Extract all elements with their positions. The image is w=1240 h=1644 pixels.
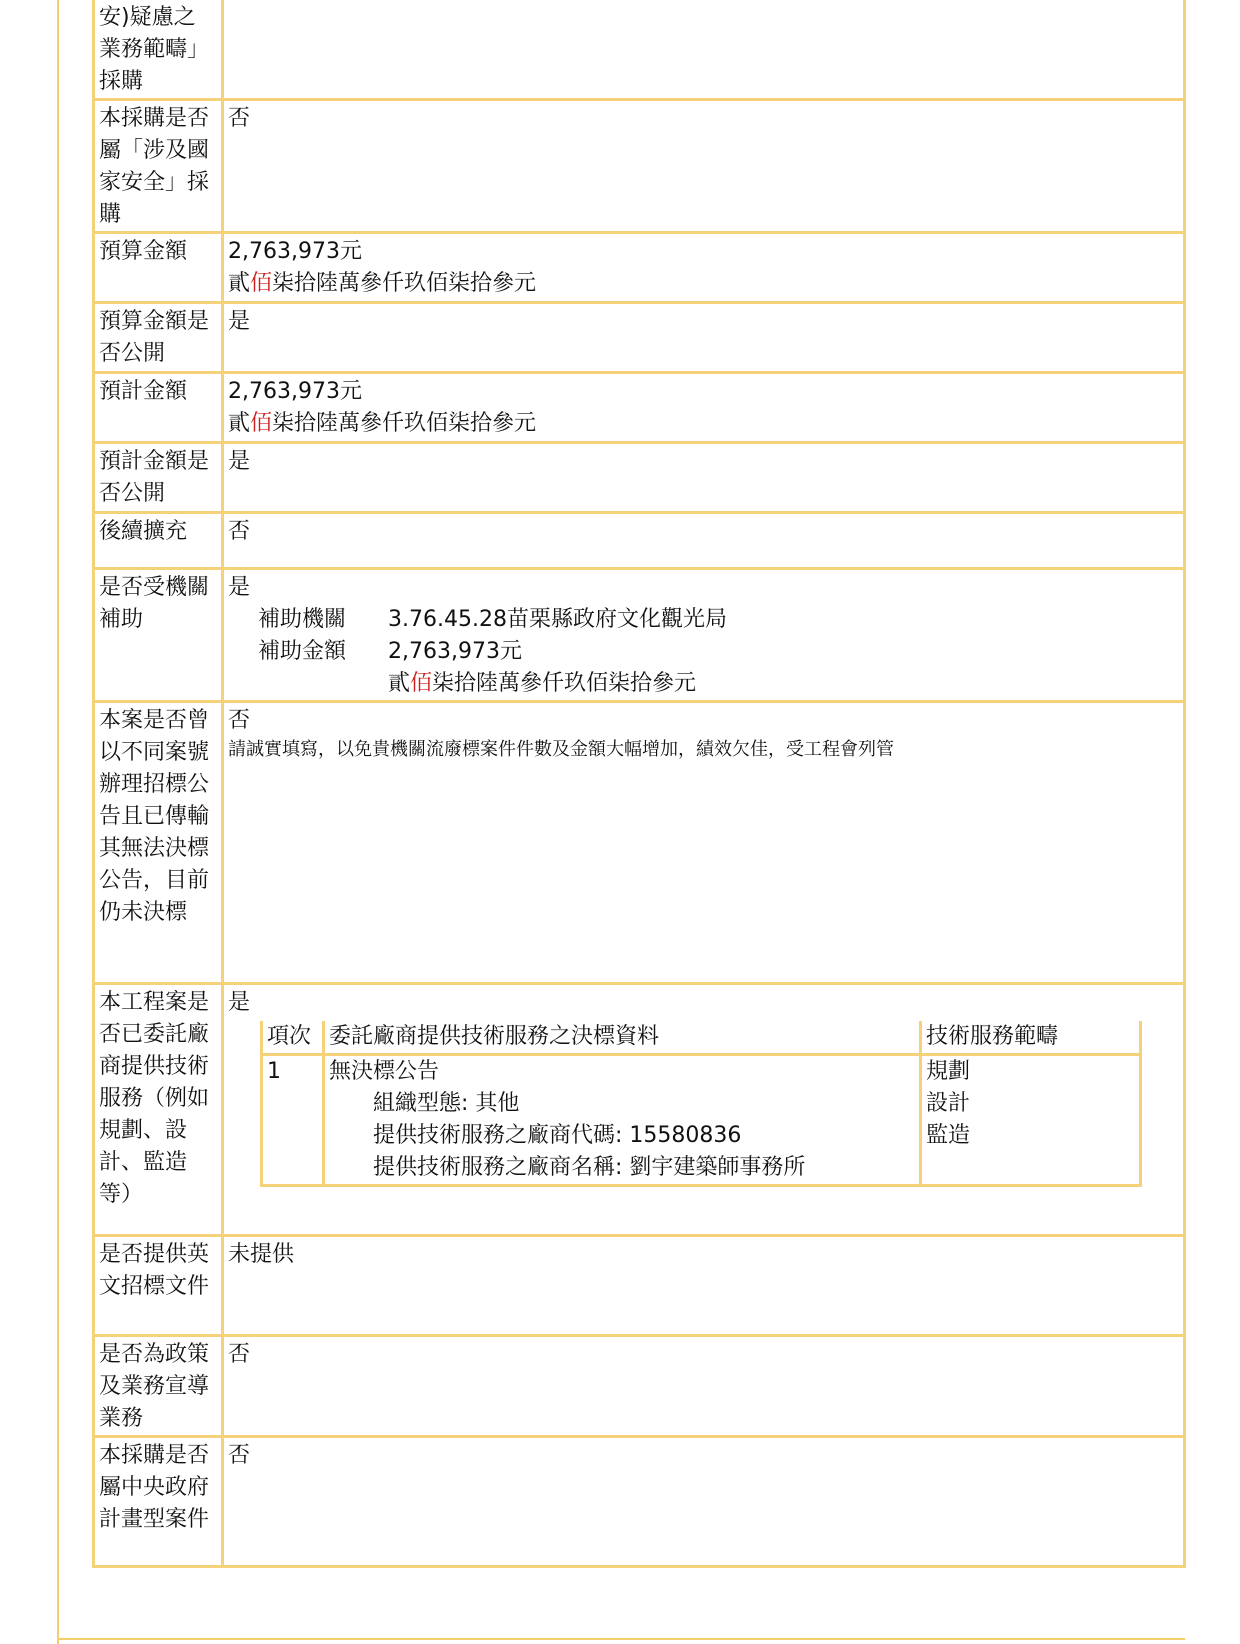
table-row	[94, 0, 1185, 100]
row-label: 本採購是否屬中央政府計畫型案件	[94, 1437, 223, 1567]
row-label: 是否受機關補助	[94, 569, 223, 702]
tender-info-table	[92, 0, 1186, 1568]
service-scope	[921, 1055, 1141, 1186]
table-row	[94, 373, 1185, 443]
estimated-amount: 2,763,973元	[228, 379, 362, 404]
subsidy-amount	[228, 636, 1179, 668]
subsidy-amount-value: 2,763,973元	[388, 639, 522, 664]
row-label: 後續擴充	[94, 513, 223, 569]
row-value: 是	[228, 990, 251, 1015]
row-value: 是	[223, 303, 1185, 373]
vendor-name: 提供技術服務之廠商名稱: 劉宇建築師事務所	[373, 1155, 806, 1180]
scope-item: 設計	[926, 1091, 971, 1116]
estimated-amount-words	[228, 408, 1179, 440]
vendor-code: 提供技術服務之廠商代碼: 15580836	[373, 1123, 742, 1148]
row-value: 否	[223, 1437, 1185, 1567]
table-row	[94, 1236, 1185, 1336]
budget-amount-words	[228, 268, 1179, 300]
row-label: 預計金額	[94, 373, 223, 443]
subsidy-agency-value: 3.76.45.28苗栗縣政府文化觀光局	[388, 607, 727, 632]
scope-item: 監造	[926, 1123, 971, 1148]
row-value: 是	[223, 443, 1185, 513]
row-value: 否	[223, 513, 1185, 569]
table-row	[94, 233, 1185, 303]
row-value	[223, 0, 1185, 100]
table-row	[94, 1437, 1185, 1567]
words-part: 貳	[388, 671, 411, 696]
row-label: 是否為政策及業務宣導業務	[94, 1336, 223, 1437]
row-label: 安)疑慮之業務範疇」採購	[94, 0, 223, 100]
words-part: 貳	[228, 271, 251, 296]
words-part: 柒拾陸萬參仟玖佰柒拾參元	[272, 271, 537, 296]
table-row	[94, 303, 1185, 373]
warning-note: 請誠實填寫，以免貴機關流廢標案件件數及金額大幅增加，績效欠佳，受工程會列管	[228, 739, 894, 760]
row-value: 未提供	[223, 1236, 1185, 1336]
award-info	[324, 1055, 921, 1186]
award-title: 無決標公告	[329, 1059, 440, 1084]
table-row	[94, 443, 1185, 513]
subsidy-amount-label: 補助金額	[258, 639, 347, 664]
scope-item: 規劃	[926, 1059, 971, 1084]
row-label: 預算金額是否公開	[94, 303, 223, 373]
row-label: 是否提供英文招標文件	[94, 1236, 223, 1336]
words-part: 貳	[228, 411, 251, 436]
org-type: 組織型態: 其他	[373, 1091, 520, 1116]
prior-tender-cell	[223, 702, 1185, 984]
words-part: 柒拾陸萬參仟玖佰柒拾參元	[272, 411, 537, 436]
row-value: 否	[223, 100, 1185, 233]
column-header: 委託廠商提供技術服務之決標資料	[324, 1021, 921, 1055]
technical-service-table	[260, 1021, 1142, 1187]
column-header: 技術服務範疇	[921, 1021, 1141, 1055]
row-label: 本工程案是否已委託廠商提供技術服務（例如規劃、設計、監造等）	[94, 984, 223, 1236]
row-value: 否	[223, 1336, 1185, 1437]
technical-service-cell	[223, 984, 1185, 1236]
subsidy-cell	[223, 569, 1185, 702]
table-row	[94, 569, 1185, 702]
budget-amount: 2,763,973元	[228, 239, 362, 264]
item-number: 1	[262, 1055, 324, 1186]
table-row	[94, 984, 1185, 1236]
row-value: 是	[228, 575, 251, 600]
words-highlight: 佰	[250, 411, 273, 436]
row-label: 預計金額是否公開	[94, 443, 223, 513]
table-row	[94, 513, 1185, 569]
words-part: 柒拾陸萬參仟玖佰柒拾參元	[432, 671, 697, 696]
estimated-amount-cell	[223, 373, 1185, 443]
subsidy-amount-words	[228, 668, 1179, 700]
budget-amount-cell	[223, 233, 1185, 303]
outer-frame-left	[57, 0, 59, 1644]
subsidy-agency	[228, 604, 1179, 636]
column-header: 項次	[262, 1021, 324, 1055]
inner-header-row	[262, 1021, 1141, 1055]
row-value: 否	[228, 708, 251, 733]
row-label: 預算金額	[94, 233, 223, 303]
table-row	[94, 100, 1185, 233]
row-label: 本採購是否屬「涉及國家安全」採購	[94, 100, 223, 233]
table-row	[94, 702, 1185, 984]
words-highlight: 佰	[410, 671, 433, 696]
row-label: 本案是否曾以不同案號辦理招標公告且已傳輸其無法決標公告，目前仍未決標	[94, 702, 223, 984]
subsidy-agency-label: 補助機關	[258, 607, 347, 632]
outer-frame-bottom	[57, 1638, 1185, 1640]
words-highlight: 佰	[250, 271, 273, 296]
table-row	[94, 1336, 1185, 1437]
inner-data-row	[262, 1055, 1141, 1186]
